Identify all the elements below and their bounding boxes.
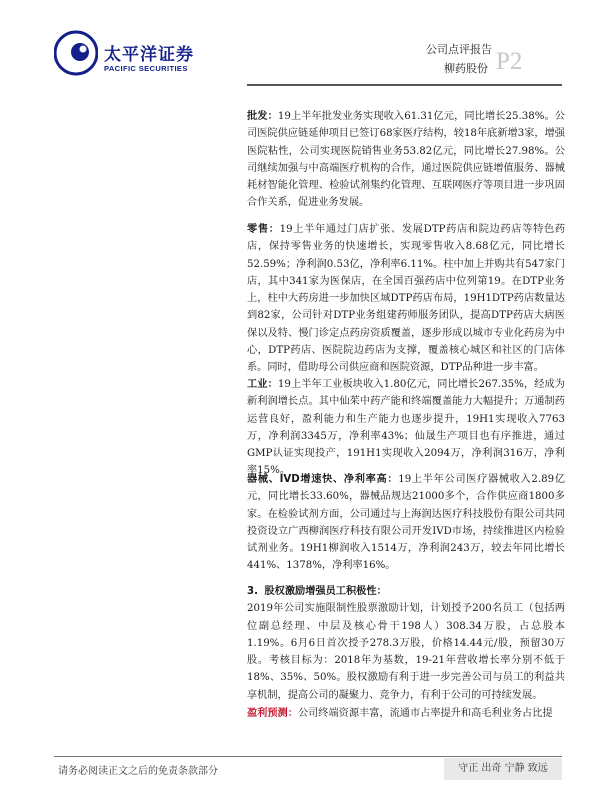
company-name: 柳药股份 bbox=[444, 62, 488, 75]
page-number: P2 bbox=[496, 48, 523, 75]
devices-paragraph bbox=[247, 471, 565, 575]
incentive-section bbox=[247, 583, 565, 704]
forecast-paragraph bbox=[247, 705, 565, 722]
pacific-securities-logo-icon bbox=[54, 30, 98, 76]
retail-label: 零售： bbox=[247, 224, 280, 235]
footer-slogan: 守正 出奇 宁静 致远 bbox=[444, 758, 562, 780]
industry-paragraph bbox=[247, 376, 565, 480]
incentive-text: 2019年公司实施限制性股票激励计划，计划授予200名员工（包括两位副总经理、中层及核心骨干198人）308.34万股，占总股本1.19%。6月6日首次授予278.3万股，价格14.44元/股，预留30万股。考核目标为：2018年为基数，19-21年营收增长率分别不低于18%、35%、50%。股权激励有利于进一步完善公司与员工的利益共享机制，提高公司的凝聚力、竞争力，有利于公司的可持续发展。 bbox=[247, 603, 565, 701]
retail-paragraph bbox=[247, 221, 565, 377]
incentive-heading bbox=[247, 583, 565, 600]
wholesale-text: 19上半年批发业务实现收入61.31亿元，同比增长25.38%。公司医院供应链延伸项目已签订68家医疗结构，较18年底新增3家，增强医院粘性，公司实现医院销售业务53.82亿元，同比增长27.98%。公司继续加强与中高端医疗机构的合作，通过医院供应链增值服务、器械耗材智能化管理、检验试剂集约化管理、互联网医疗等项目进一步巩固合作关系，促进业务发展。 bbox=[247, 111, 565, 209]
retail-text: 19上半年通过门店扩张、发展DTP药店和院边药店等特色药店，保持零售业务的快速增长，实现零售收入8.68亿元，同比增长52.59%；净利润0.53亿，净利率6.11%。柱中加上并购共有547家门店，其中341家为医保店，在全国百强药店中位列第19。在DTP业务上，柱中大药房进一步加快区域DTP药店布局，19H1DTP药店数量达到82家，公司针对DTP业务组建药师服务团队，提高DTP药店大病医保以及特、慢门诊定点药房资质覆盖，逐步形成以城市专业化药房为中心，DTP药店、医院院边药店为支撑，覆盖核心城区和社区的门店体系。同时，借助母公司供应商和医院资源，DTP品种进一步丰富。 bbox=[247, 224, 566, 374]
header-divider bbox=[247, 84, 562, 86]
incentive-number: 3. bbox=[247, 586, 258, 597]
devices-text: 19上半年公司医疗器械收入2.89亿元，同比增长33.60%，器械品规达21000多个，合作供应商1800多家。在检验试剂方面，公司通过与上海润达医疗科技股份有限公司共同投资设立广西柳润医疗科技有限公司开发IVD市场，持续推进区内检验试剂业务。19H1柳润收入1514万，净利润243万，较去年同比增长441%、1378%，净利率16%。 bbox=[247, 474, 565, 572]
footer-disclaimer: 请务必阅读正文之后的免责条款部分 bbox=[58, 766, 218, 777]
company-logo bbox=[54, 30, 214, 76]
industry-label: 工业： bbox=[247, 379, 278, 390]
brand-name-cn: 太平洋证券 bbox=[104, 45, 194, 65]
industry-text: 19上半年工业板块收入1.80亿元，同比增长267.35%，经成为新利润增长点。其中仙茱中药产能和终端覆盖能力大幅提升；万通制药运营良好，盈利能力和生产能力也逐步提升，19H1实现收入7763万，净利润3345万，净利率43%；仙晟生产项目也有序推进，通过GMP认证实现投产，191H1实现收入2094万，净利润316万，净利率15%。 bbox=[247, 379, 565, 477]
footer-divider bbox=[54, 756, 562, 757]
brand-name-en: PACIFIC SECURITIES bbox=[104, 64, 188, 73]
devices-label: 器械、IVD增速快、净利率高： bbox=[247, 474, 399, 485]
wholesale-paragraph bbox=[247, 108, 565, 212]
report-type: 公司点评报告 bbox=[426, 43, 492, 56]
forecast-label: 盈利预测： bbox=[247, 708, 298, 719]
incentive-title: 股权激励增强员工积极性： bbox=[264, 586, 387, 597]
wholesale-label: 批发： bbox=[247, 111, 278, 122]
forecast-text: 公司终端资源丰富，流通市占率提升和高毛利业务占比提 bbox=[297, 708, 553, 719]
